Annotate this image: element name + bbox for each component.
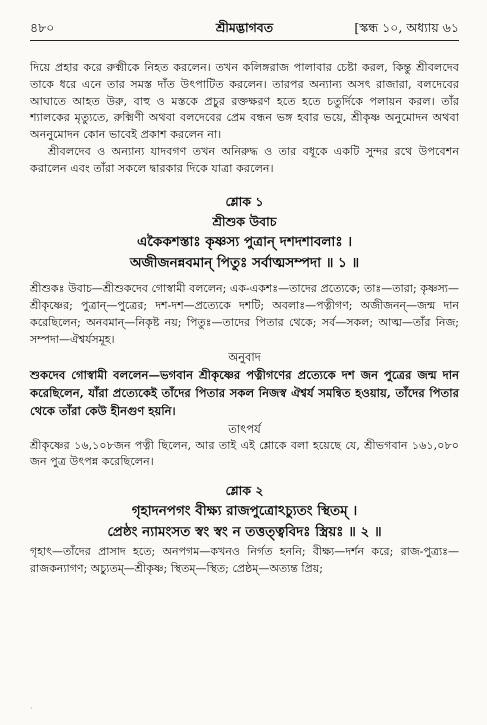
page-header [30, 20, 459, 36]
verse-1 [30, 192, 459, 472]
verse-1-speaker: শ্রীশুক উবাচ [212, 213, 277, 229]
verse-1-heading: শ্লোক ১ [225, 193, 264, 209]
verse-1-translation: শুকদেব গোস্বামী বললেন—ভগবান শ্রীকৃষ্ণের পত্নীগণের প্রত্যেকে দশ জন পুত্রের জন্ম দান করেছিলেন, যাঁরা প্রত্যেকেই তাঁদের পিতার সকল নিজস্ব ঐশ্বর্য সমন্বিত হওয়ায়, তাঁদের পিতার থেকে তাঁরা কেউ হীনগুণ হয়নি। [30, 367, 459, 418]
verse-1-synonyms: শ্রীশুকঃ উবাচ—শ্রীশুকদেব গোস্বামী বললেন; এক-একশঃ—তাদের প্রত্যেকে; তাঃ—তারা; কৃষ্ণস্য—শ্রীকৃষ্ণের; পুত্রান্—পুত্রের; দশ-দশ—প্রত্যেকে দশটি; অবলাঃ—পত্নীগণ; অজীজনন্—জন্ম দান করেছিলেন; অনবমান্—নিকৃষ্ট নয়; পিতুঃ—তাদের পিতার থেকে; সর্ব—সকল; আত্ম—তাঁর নিজ; সম্পদা—ঐশ্বর্যসমূহ। [30, 281, 459, 346]
page-number: ৪৮০ [30, 20, 55, 35]
verse-1-line-2: অজীজনন্নবমান্ পিতুঃ সর্বাত্মসম্পদা ॥ ১ ॥ [129, 254, 360, 271]
intro-paragraph-2: শ্রীবলদেব ও অন্যান্য যাদবগণ তখন অনিরুদ্ধ ও তার বধূকে একটি সুন্দর রথে উপবেশন করালেন এবং তাঁরা সকলে দ্বারকার দিকে যাত্রা করলেন। [30, 144, 459, 175]
page-body [30, 60, 459, 577]
chapter-reference: [স্কন্ধ ১০, অধ্যায় ৬১ [354, 20, 459, 35]
header-rule [30, 40, 459, 41]
verse-1-line-1: একৈকশস্তাঃ কৃষ্ণস্য পুত্রান্ দশদশাবলাঃ । [136, 233, 353, 250]
verse-2-heading: শ্লোক ২ [225, 483, 264, 499]
book-title: শ্রীমদ্ভাগবত [215, 20, 274, 35]
intro-paragraph-1: দিয়ে প্রহার করে রুক্মীকে নিহত করলেন। তখন কলিঙ্গরাজ পালাবার চেষ্টা করল, কিন্তু শ্রীবলদেব তাকে ধরে এনে তার সমস্ত দাঁত উৎপাটিত করলেন। তারপর অন্যান্য অসৎ রাজারা, বলদেবের আঘাতে আহত উরু, বাহু ও মস্তকে প্রচুর রক্তক্ষরণ হতে হতে চতুর্দিকে পলায়ন করল। তাঁর শ্যালকের মৃত্যুতে, রুক্মিণী অথবা বলদেবের প্রেম বন্ধন ভঙ্গ হবার ভয়ে, শ্রীকৃষ্ণ অনুমোদন অথবা অননুমোদন কোন ভাবেই প্রকাশ করলেন না। [30, 61, 459, 142]
verse-1-purport: শ্রীকৃষ্ণের ১৬,১০৮জন পত্নী ছিলেন, আর তাই এই শ্লোকে বলা হয়েছে যে, শ্রীভগবান ১৬১,০৮০ জন পুত্র উৎপন্ন করেছিলেন। [30, 438, 459, 469]
verse-1-purport-label: তাৎপর্য [228, 421, 261, 436]
verse-1-translation-label: অনুবাদ [228, 349, 261, 364]
footer-mark: · [30, 704, 33, 713]
verse-2 [30, 481, 459, 577]
verse-2-line-2: প্রেষ্ঠং ন্যামংসত স্বং স্বং ন তত্তত্ত্ববিদঃ স্ত্রিয়ঃ ॥ ২ ॥ [107, 524, 382, 541]
verse-2-synonyms: গৃহাৎ—তাঁদের প্রাসাদ হতে; অনপগম—কখনও নির্গত হননি; বীক্ষ্য—দর্শন করে; রাজ-পুত্র্যঃ—রাজকন্যাগণ; অচ্যুতম্—শ্রীকৃষ্ণ; স্থিতম্—স্থিত; প্রেষ্ঠম্—অত্যন্ত প্রিয়; [30, 545, 459, 576]
verse-2-line-1: গৃহাদনপগং বীক্ষ্য রাজপুত্রোঽচ্যুতং স্থিতম্ । [131, 503, 358, 520]
